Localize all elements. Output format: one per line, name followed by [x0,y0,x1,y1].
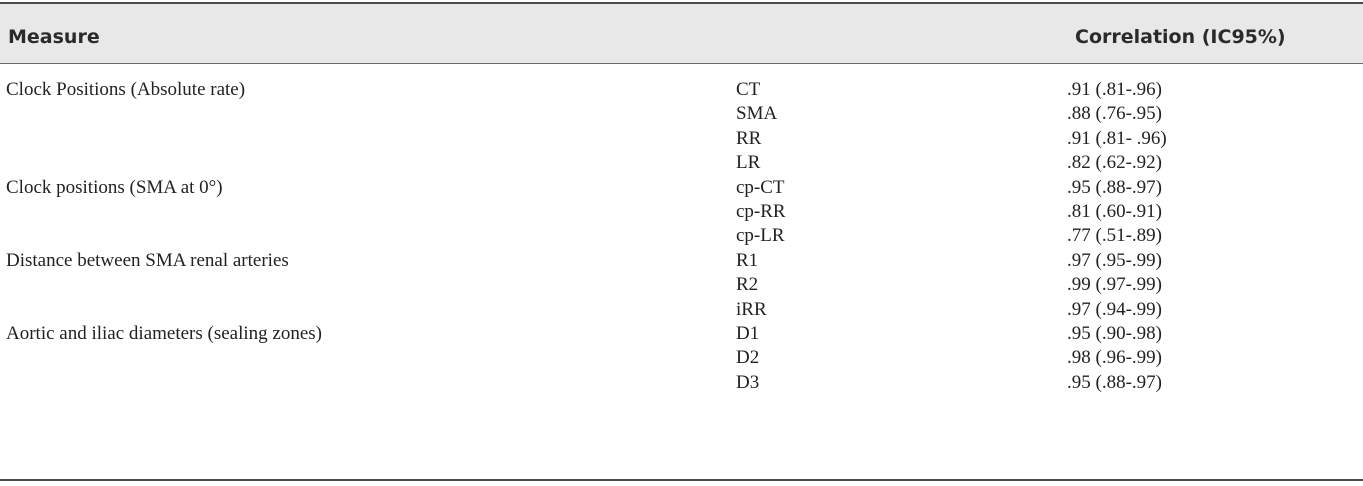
correlation-cell: .97 (.94-.99) [1067,298,1162,320]
correlation-cell: .95 (.90-.98) [1067,322,1162,344]
table-row [0,273,1363,297]
correlation-cell: .95 (.88-.97) [1067,371,1162,393]
table-bottom-rule [0,479,1363,481]
measure-cell: Distance between SMA renal arteries [6,249,289,271]
measure-cell: Aortic and iliac diameters (sealing zones) [6,322,323,344]
correlation-cell: .88 (.76-.95) [1067,103,1162,125]
table-row [0,346,1363,370]
sub-measure-cell: iRR [736,298,767,320]
correlation-cell: .91 (.81-.96) [1067,79,1162,100]
sub-measure-cell: SMA [736,103,778,125]
sub-measure-cell: cp-LR [736,225,785,247]
table-row [0,322,1363,346]
correlation-cell: .91 (.81- .96) [1067,127,1167,149]
sub-measure-cell: D2 [736,347,760,369]
table-row [0,298,1363,322]
sub-measure-cell: D1 [736,322,760,344]
table-row [0,200,1363,224]
table-row [0,371,1363,395]
correlation-cell: .82 (.62-.92) [1067,152,1162,174]
header-measure: Measure [8,26,100,48]
sub-measure-cell: RR [736,127,762,149]
table-row [0,127,1363,151]
sub-measure-cell: cp-CT [736,176,785,198]
table-row [0,249,1363,273]
correlation-cell: .81 (.60-.91) [1067,200,1162,222]
table-row [0,224,1363,248]
correlation-cell: .99 (.97-.99) [1067,274,1162,296]
table-header [0,4,1363,63]
correlation-cell: .98 (.96-.99) [1067,347,1162,369]
header-correlation: Correlation (IC95%) [1075,26,1286,48]
table-row [0,151,1363,175]
sub-measure-cell: R2 [736,274,759,296]
sub-measure-cell: D3 [736,371,760,393]
sub-measure-cell: CT [736,79,761,100]
sub-measure-cell: cp-RR [736,200,786,222]
sub-measure-cell: LR [736,152,761,174]
correlation-cell: .97 (.95-.99) [1067,249,1162,271]
measure-cell: Clock positions (SMA at 0°) [6,176,223,198]
table-row [0,102,1363,126]
correlation-cell: .77 (.51-.89) [1067,225,1162,247]
table-body [0,78,1363,395]
header-divider [0,63,1363,64]
sub-measure-cell: R1 [736,249,759,271]
correlation-cell: .95 (.88-.97) [1067,176,1162,198]
table-row [0,176,1363,200]
table-row [0,78,1363,102]
measure-cell: Clock Positions (Absolute rate) [6,79,246,100]
